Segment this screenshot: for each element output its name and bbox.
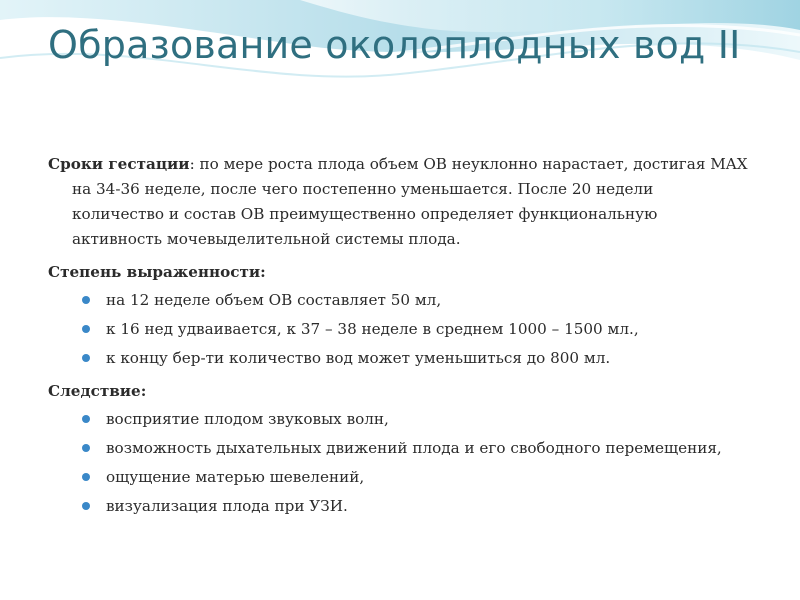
list-item-text: восприятие плодом звуковых волн, — [106, 410, 389, 428]
list-item — [48, 407, 748, 432]
bullet-icon — [82, 415, 90, 423]
list-item — [48, 346, 748, 371]
list-item-text: на 12 неделе объем ОВ составляет 50 мл, — [106, 291, 442, 309]
bullet-icon — [82, 473, 90, 481]
bullet-icon — [82, 325, 90, 333]
list-item-text: визуализация плода при УЗИ. — [106, 497, 348, 515]
list-item-text: к 16 нед удваивается, к 37 – 38 неделе в среднем 1000 – 1500 мл., — [106, 320, 639, 338]
bullet-icon — [82, 354, 90, 362]
slide-title: Образование околоплодных вод II — [48, 23, 741, 67]
list-item-text: к концу бер-ти количество вод может уменьшиться до 800 мл. — [106, 349, 611, 367]
list-item — [48, 436, 748, 461]
gestation-text: : по мере роста плода объем ОВ неуклонно нарастает, достигая MAX на 34-36 неделе, после чего постепенно уменьшается. После 20 недели количество и состав ОВ преимущественно определяет функциональную активность мочевыделительной системы плода. — [72, 155, 748, 248]
bullet-icon — [82, 502, 90, 510]
consequence-heading: Следствие: — [48, 382, 147, 400]
slide-content — [48, 152, 748, 523]
list-item — [48, 465, 748, 490]
severity-heading: Степень выраженности: — [48, 263, 266, 281]
list-item — [48, 317, 748, 342]
consequence-list — [48, 407, 748, 519]
list-item-text: ощущение матерью шевелений, — [106, 468, 365, 486]
list-item-text: возможность дыхательных движений плода и его свободного перемещения, — [106, 439, 722, 457]
gestation-paragraph — [48, 152, 748, 252]
gestation-lead: Сроки гестации — [48, 155, 190, 173]
list-item — [48, 288, 748, 313]
bullet-icon — [82, 444, 90, 452]
severity-list — [48, 288, 748, 371]
bullet-icon — [82, 296, 90, 304]
list-item — [48, 494, 748, 519]
